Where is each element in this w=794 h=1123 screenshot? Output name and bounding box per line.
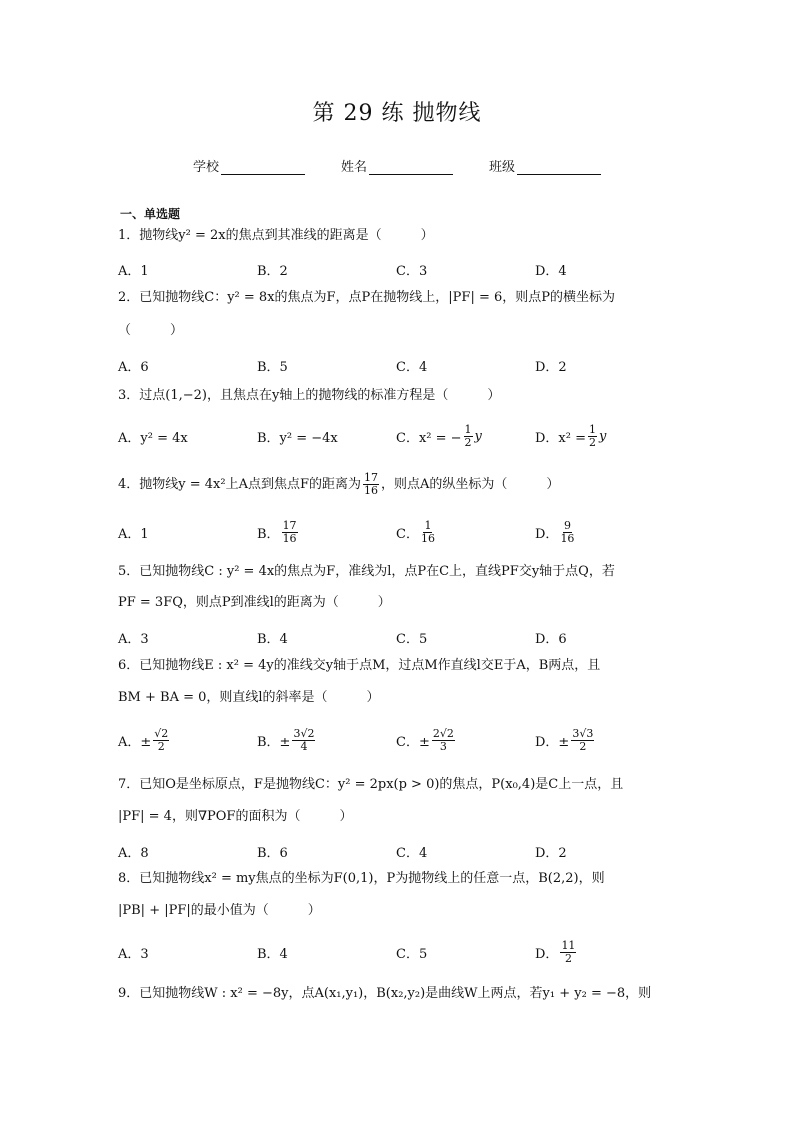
- question-6-options: [118, 728, 678, 753]
- school-field[interactable]: 学校: [193, 156, 305, 175]
- option-d[interactable]: D． $\frac{11}{2}$: [535, 939, 576, 965]
- question-8-line1: 8．已知抛物线x² = my焦点的坐标为F(0,1)，P为抛物线上的任意一点，B(2,2)，则: [118, 871, 605, 886]
- option-a[interactable]: A．y² = 4x: [118, 431, 188, 446]
- option-c[interactable]: C．3: [396, 264, 428, 279]
- option-a[interactable]: A．8: [118, 846, 149, 861]
- question-9: 9．已知抛物线W : x² = −8y，点A(x₁,y₁)，B(x₂,y₂)是曲线W上两点，若y₁ + y₂ = −8，则: [118, 986, 652, 1001]
- question-2-options: [118, 356, 678, 375]
- option-a[interactable]: A．3: [118, 632, 149, 647]
- name-field[interactable]: 姓名: [341, 156, 453, 175]
- option-d[interactable]: D． $\frac{9}{16}$: [535, 519, 575, 545]
- question-3: 3．过点(1,−2)，且焦点在y轴上的抛物线的标准方程是（ ）: [118, 388, 501, 403]
- option-d[interactable]: D．6: [535, 632, 567, 647]
- option-b[interactable]: B． $\frac{17}{16}$: [257, 519, 297, 545]
- option-a[interactable]: A．1: [118, 264, 149, 279]
- question-7-line2: |PF| = 4，则∇POF的面积为（ ）: [118, 809, 353, 824]
- question-2-line2: （ ）: [118, 323, 184, 338]
- fraction: $\frac{17}{16}$: [364, 471, 378, 497]
- option-b[interactable]: B．2: [257, 264, 288, 279]
- question-1: 1．抛物线y² = 2x的焦点到其准线的距离是（ ）: [118, 228, 434, 243]
- option-b[interactable]: B．4: [257, 947, 288, 962]
- option-b[interactable]: B．5: [257, 360, 288, 375]
- question-5-line2: PF = 3FQ，则点P到准线l的距离为（ ）: [118, 595, 391, 610]
- question-3-options: [118, 424, 678, 449]
- fraction: $\frac{1}{2}$: [464, 423, 472, 449]
- section-heading: 一、单选题: [120, 207, 181, 221]
- question-8-options: [118, 940, 678, 965]
- option-b[interactable]: B．y² = −4x: [257, 431, 338, 446]
- option-c[interactable]: C．4: [396, 360, 428, 375]
- question-7-options: [118, 842, 678, 861]
- question-5-line1: 5．已知抛物线C : y² = 4x的焦点为F，准线为l，点P在C上，直线PF交y轴于点Q，若: [118, 564, 615, 579]
- option-b[interactable]: B．6: [257, 846, 288, 861]
- option-d[interactable]: D．2: [535, 846, 567, 861]
- option-c[interactable]: C．x² = − $\frac{1}{2}$ y: [396, 423, 482, 449]
- option-d[interactable]: D．x² = $\frac{1}{2}$ y: [535, 423, 607, 449]
- student-info: [0, 156, 794, 175]
- question-5-options: [118, 628, 678, 647]
- page-title: 第 29 练 抛物线: [312, 101, 482, 126]
- question-4-options: [118, 520, 678, 545]
- option-b[interactable]: B．4: [257, 632, 288, 647]
- class-field[interactable]: 班级: [489, 156, 601, 175]
- question-2-line1: 2．已知抛物线C：y² = 8x的焦点为F，点P在抛物线上，|PF| = 6，则点P的横坐标为: [118, 290, 616, 305]
- question-8-line2: |PB| + |PF|的最小值为（ ）: [118, 903, 321, 918]
- option-d[interactable]: D．± $\frac{3√3}{2}$: [535, 727, 594, 753]
- option-d[interactable]: D．2: [535, 360, 567, 375]
- question-6-line2: BM + BA = 0，则直线l的斜率是（ ）: [118, 690, 380, 705]
- option-c[interactable]: C．5: [396, 632, 428, 647]
- option-a[interactable]: A．3: [118, 947, 149, 962]
- question-7-line1: 7．已知O是坐标原点，F是抛物线C：y² = 2px(p > 0)的焦点，P(x₀,4)是C上一点，且: [118, 777, 624, 792]
- option-c[interactable]: C．5: [396, 947, 428, 962]
- option-a[interactable]: A．± $\frac{√2}{2}$: [118, 727, 169, 753]
- option-c[interactable]: C．± $\frac{2√2}{3}$: [396, 727, 454, 753]
- question-1-options: [118, 260, 678, 279]
- question-6-line1: 6．已知抛物线E : x² = 4y的准线交y轴于点M，过点M作直线l交E于A，B两点，且: [118, 658, 601, 673]
- fraction: $\frac{1}{2}$: [589, 423, 596, 449]
- option-c[interactable]: C．4: [396, 846, 428, 861]
- option-b[interactable]: B．± $\frac{3√2}{4}$: [257, 727, 315, 753]
- option-a[interactable]: A．6: [118, 360, 149, 375]
- option-c[interactable]: C． $\frac{1}{16}$: [396, 519, 435, 545]
- option-d[interactable]: D．4: [535, 264, 567, 279]
- question-4: 4．抛物线y = 4x²上A点到焦点F的距离为 $\frac{17}{16}$ ，则点A的纵坐标为（ ）: [118, 471, 560, 497]
- option-a[interactable]: A．1: [118, 527, 149, 542]
